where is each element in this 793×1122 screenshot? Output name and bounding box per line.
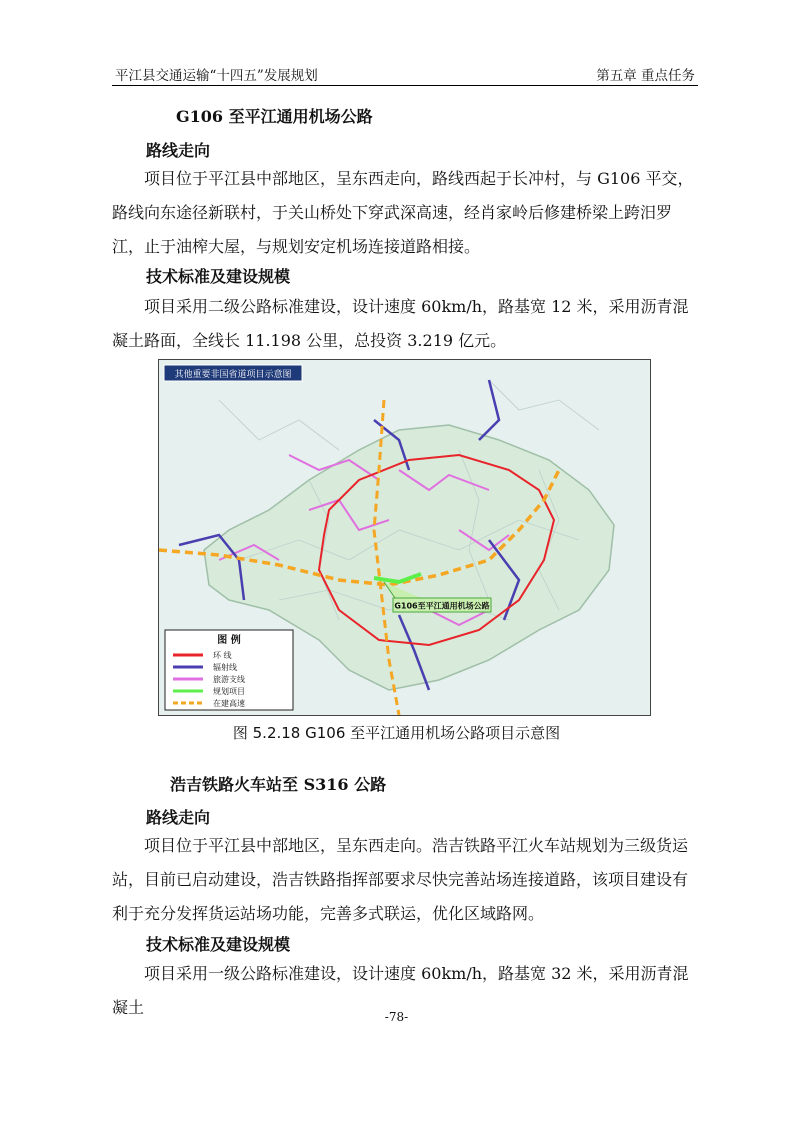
section1-tech-paragraph — [112, 290, 702, 358]
section1-tech-text: 项目采用二级公路标准建设，设计速度 60km/h，路基宽 12 米，采用沥青混凝土路面，全线长 11.198 公里，总投资 3.219 亿元。 — [112, 297, 689, 350]
header-divider — [112, 85, 698, 86]
section2-title: 浩吉铁路火车站至 S316 公路 — [170, 775, 387, 794]
section2-route-text: 项目位于平江县中部地区，呈东西走向。浩吉铁路平江火车站规划为三级货运站，目前已启动建设，浩吉铁路指挥部要求尽快完善站场连接道路，该项目建设有利于充分发挥货运站场功能，完善多式联运，优化区域路网。 — [112, 836, 689, 923]
legend-label: 辐射线 — [213, 663, 237, 672]
project-map — [158, 359, 651, 716]
map-project-label: G106至平江通用机场公路 — [394, 601, 490, 611]
section2-route-paragraph — [112, 829, 702, 931]
legend-label: 环 线 — [213, 651, 232, 660]
section2-route-heading: 路线走向 — [146, 808, 211, 827]
legend-label: 在建高速 — [213, 699, 245, 708]
section1-route-text: 项目位于平江县中部地区，呈东西走向，路线西起于长冲村，与 G106 平交，路线向东途径新联村，于关山桥处下穿武深高速，经肖家岭后修建桥梁上跨汨罗江，止于油榨大屋，与规划安定机场连接道路相接。 — [112, 169, 694, 256]
section1-tech-heading: 技术标准及建设规模 — [146, 267, 291, 286]
legend-title: 图 例 — [217, 635, 241, 646]
section2-tech-text: 项目采用一级公路标准建设，设计速度 60km/h，路基宽 32 米，采用沥青混凝土 — [112, 964, 689, 1017]
map-banner-text: 其他重要非国省道项目示意图 — [174, 370, 292, 380]
section1-route-paragraph — [112, 162, 702, 264]
map-legend — [165, 630, 293, 710]
section1-title: G106 至平江通用机场公路 — [176, 107, 373, 126]
figure-caption: 图 5.2.18 G106 至平江通用机场公路项目示意图 — [232, 724, 561, 742]
page-number: -78- — [384, 1010, 409, 1024]
section2-tech-heading: 技术标准及建设规模 — [146, 935, 291, 954]
legend-label: 旅游支线 — [213, 675, 245, 684]
header-chapter: 第五章 重点任务 — [596, 68, 695, 84]
header-title: 平江县交通运输“十四五”发展规划 — [115, 68, 318, 84]
section1-route-heading: 路线走向 — [146, 141, 211, 160]
legend-label: 规划项目 — [213, 687, 245, 696]
